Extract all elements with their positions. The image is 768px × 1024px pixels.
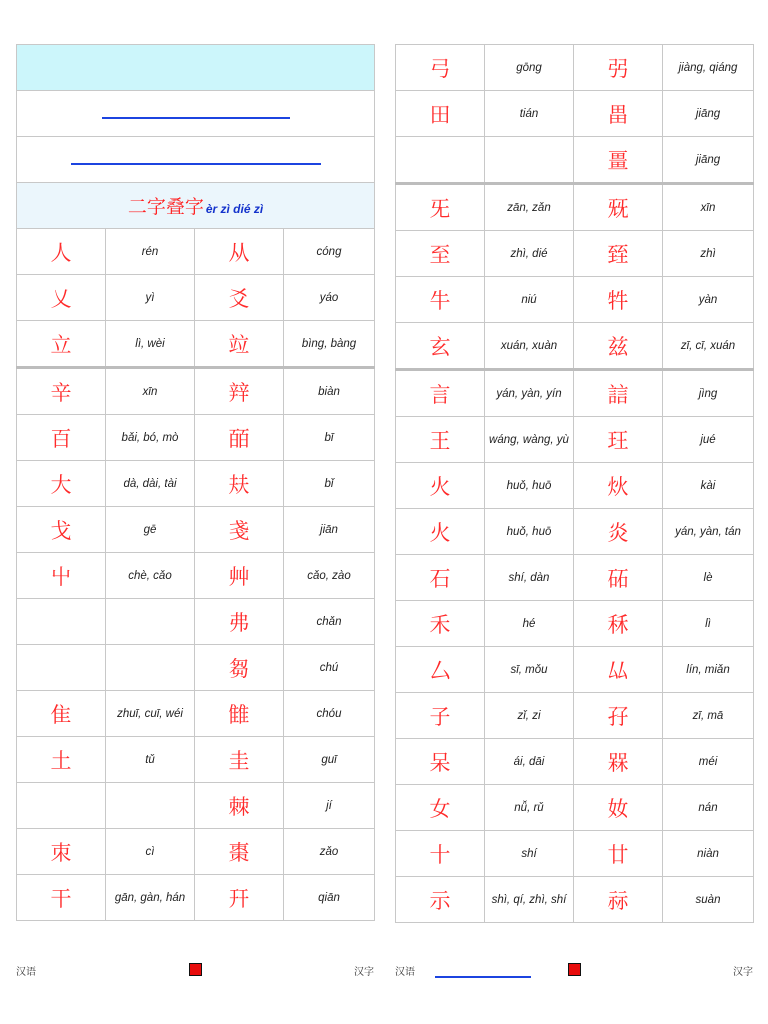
base-character: 干 [17,875,106,921]
character-row [396,463,754,509]
base-pinyin: wáng, wàng, yù [485,417,574,463]
base-character: 乂 [17,275,106,321]
doubled-character: 兹 [574,323,663,370]
footer-right-label[interactable]: 汉字 [733,967,753,978]
doubled-character: 祘 [574,877,663,923]
base-pinyin: zān, zǎn [485,184,574,231]
doubled-character: 廿 [574,831,663,877]
doubled-character: 㚘 [195,461,284,507]
base-character [17,783,106,829]
base-character: 子 [396,693,485,739]
doubled-pinyin: jiāng [663,91,754,137]
doubled-pinyin: cǎo, zào [284,553,375,599]
doubled-pinyin: xīn [663,184,754,231]
base-pinyin: ái, dāi [485,739,574,785]
doubled-pinyin: lì [663,601,754,647]
base-pinyin: sī, mǒu [485,647,574,693]
doubled-character: 棘 [195,783,284,829]
base-pinyin: xīn [106,368,195,415]
base-character: 立 [17,321,106,368]
base-character: 至 [396,231,485,277]
doubled-pinyin: cóng [284,229,375,275]
doubled-pinyin: zī, mā [663,693,754,739]
nav-link-long[interactable] [71,163,321,165]
character-row [17,275,375,321]
character-row [396,45,754,91]
base-character [17,645,106,691]
base-character: 火 [396,509,485,555]
doubled-pinyin: guī [284,737,375,783]
doubled-character: 槑 [574,739,663,785]
character-row [396,877,754,923]
character-row [17,507,375,553]
doubled-pinyin: qiān [284,875,375,921]
doubled-character: 弗 [195,599,284,645]
base-character: 呆 [396,739,485,785]
base-pinyin: shí [485,831,574,877]
base-character: 牛 [396,277,485,323]
character-row [396,323,754,370]
doubled-character: 炎 [574,509,663,555]
base-pinyin: shì, qí, zhì, shí [485,877,574,923]
doubled-character: 牪 [574,277,663,323]
base-pinyin: bǎi, bó, mò [106,415,195,461]
character-row [396,785,754,831]
base-character: 隹 [17,691,106,737]
base-pinyin: niú [485,277,574,323]
doubled-pinyin: lín, miǎn [663,647,754,693]
doubled-pinyin: yàn [663,277,754,323]
doubled-character: 兓 [574,184,663,231]
doubled-character: 畕 [574,91,663,137]
doubled-pinyin: zhì [663,231,754,277]
base-pinyin: dà, dài, tài [106,461,195,507]
base-pinyin: tǔ [106,737,195,783]
doubled-pinyin: suàn [663,877,754,923]
base-character: 厶 [396,647,485,693]
doubled-character: 炏 [574,463,663,509]
doubled-character: 奻 [574,785,663,831]
base-character [396,137,485,184]
nav-link-short[interactable] [102,117,290,119]
doubled-pinyin: jiàng, qiáng [663,45,754,91]
character-row [396,370,754,417]
doubled-character: 圭 [195,737,284,783]
base-pinyin [106,645,195,691]
character-row [396,555,754,601]
base-pinyin: gān, gàn, hán [106,875,195,921]
character-row [396,693,754,739]
base-character: 人 [17,229,106,275]
doubled-character: 臸 [574,231,663,277]
character-row [17,321,375,368]
doubled-pinyin: bǐ [284,461,375,507]
doubled-pinyin: yáo [284,275,375,321]
character-row [396,509,754,555]
doubled-character: 砳 [574,555,663,601]
base-pinyin: zǐ, zi [485,693,574,739]
doubled-pinyin: zǎo [284,829,375,875]
doubled-character: 秝 [574,601,663,647]
doubled-character: 辡 [195,368,284,415]
character-row [396,231,754,277]
red-square-icon[interactable] [189,963,202,976]
base-character: 百 [17,415,106,461]
footer-left-label[interactable]: 汉语 [16,967,36,978]
doubled-character: 爻 [195,275,284,321]
base-pinyin: hé [485,601,574,647]
footer-link[interactable] [435,976,531,978]
base-pinyin: rén [106,229,195,275]
base-character: 辛 [17,368,106,415]
doubled-character: 幵 [195,875,284,921]
base-character: 女 [396,785,485,831]
base-character: 玄 [396,323,485,370]
base-character: 王 [396,417,485,463]
character-row [396,184,754,231]
character-row [396,417,754,463]
base-pinyin: cì [106,829,195,875]
base-pinyin: lì, wèi [106,321,195,368]
base-character: 禾 [396,601,485,647]
nav-link-row-2 [17,137,375,183]
base-pinyin: xuán, xuàn [485,323,574,370]
base-pinyin [485,137,574,184]
doubled-pinyin: jiān [284,507,375,553]
doubled-pinyin: zī, cī, xuán [663,323,754,370]
doubled-character: 雔 [195,691,284,737]
base-pinyin: chè, cǎo [106,553,195,599]
doubled-pinyin: kài [663,463,754,509]
character-row [17,415,375,461]
doubled-character: 玨 [574,417,663,463]
base-character: 朿 [17,829,106,875]
base-character: 弓 [396,45,485,91]
base-character: 示 [396,877,485,923]
doubled-character: 厸 [574,647,663,693]
base-character: 田 [396,91,485,137]
doubled-character: 棗 [195,829,284,875]
doubled-pinyin: nán [663,785,754,831]
doubled-character: 孖 [574,693,663,739]
base-pinyin [106,783,195,829]
base-character: 戈 [17,507,106,553]
left-page-footer [16,960,374,982]
character-row [17,737,375,783]
character-row [396,739,754,785]
base-character: 大 [17,461,106,507]
doubled-pinyin: bìng, bàng [284,321,375,368]
base-pinyin: yì [106,275,195,321]
right-page-footer [395,960,753,982]
doubled-character: 皕 [195,415,284,461]
base-pinyin: huǒ, huō [485,509,574,555]
base-pinyin: gōng [485,45,574,91]
base-pinyin: gē [106,507,195,553]
base-character: 石 [396,555,485,601]
doubled-pinyin: jí [284,783,375,829]
character-row [17,368,375,415]
doubled-character: 芻 [195,645,284,691]
doubled-pinyin: chú [284,645,375,691]
doubled-pinyin: jìng [663,370,754,417]
character-row [396,601,754,647]
character-row [396,831,754,877]
character-row [396,647,754,693]
base-pinyin: yán, yàn, yín [485,370,574,417]
base-pinyin: shí, dàn [485,555,574,601]
character-row [396,277,754,323]
character-row [17,691,375,737]
character-row [17,229,375,275]
section-title-pinyin: èr zì dié zì [205,202,264,216]
red-square-icon[interactable] [568,963,581,976]
base-pinyin: tián [485,91,574,137]
footer-left-label[interactable]: 汉语 [395,967,415,978]
doubled-pinyin: chóu [284,691,375,737]
character-row [17,461,375,507]
doubled-character: 誩 [574,370,663,417]
base-character: 十 [396,831,485,877]
nav-link-row [17,91,375,137]
doubled-character: 艸 [195,553,284,599]
doubled-character: 畺 [574,137,663,184]
character-row [17,599,375,645]
character-row [17,829,375,875]
base-character: 屮 [17,553,106,599]
base-character [17,599,106,645]
base-pinyin: nǚ, rǔ [485,785,574,831]
doubled-pinyin: méi [663,739,754,785]
doubled-pinyin: bī [284,415,375,461]
base-character: 火 [396,463,485,509]
doubled-pinyin: lè [663,555,754,601]
doubled-pinyin: yán, yàn, tán [663,509,754,555]
doubled-pinyin: jué [663,417,754,463]
section-title-chinese: 二字叠字 [127,196,204,218]
base-pinyin: zhì, dié [485,231,574,277]
doubled-character: 竝 [195,321,284,368]
doubled-pinyin: biàn [284,368,375,415]
base-character: 言 [396,370,485,417]
doubled-pinyin: jiāng [663,137,754,184]
right-character-table [395,44,754,923]
doubled-character: 从 [195,229,284,275]
character-row [396,137,754,184]
doubled-pinyin: niàn [663,831,754,877]
base-pinyin: zhuī, cuī, wéi [106,691,195,737]
footer-right-label[interactable]: 汉字 [354,967,374,978]
section-title [17,183,375,229]
character-row [17,875,375,921]
base-character: 旡 [396,184,485,231]
doubled-character: 戔 [195,507,284,553]
character-row [17,783,375,829]
left-character-table [16,44,375,921]
doubled-pinyin: chǎn [284,599,375,645]
top-banner [17,45,375,91]
character-row [17,553,375,599]
base-character: 土 [17,737,106,783]
doubled-character: 弜 [574,45,663,91]
character-row [396,91,754,137]
base-pinyin [106,599,195,645]
character-row [17,645,375,691]
base-pinyin: huǒ, huō [485,463,574,509]
